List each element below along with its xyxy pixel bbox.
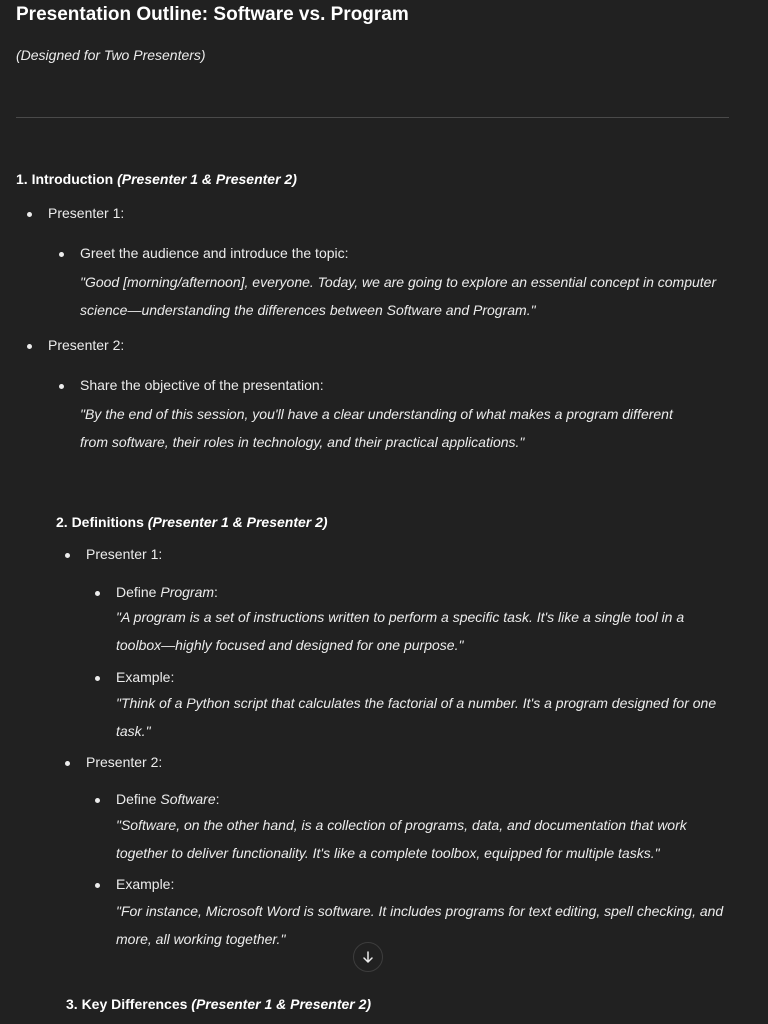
item-suffix: :	[214, 584, 218, 600]
section-heading-text: 3. Key Differences	[66, 996, 188, 1012]
list-item: Greet the audience and introduce the topic:	[80, 245, 349, 261]
item-prefix: Define	[116, 584, 161, 600]
section-heading-definitions	[56, 514, 328, 530]
quote-text: "Software, on the other hand, is a collection of programs, data, and documentation that work together to deliver functionality. It's like a complete toolbox, equipped for multiple tasks."	[116, 817, 687, 861]
presenter-label: Presenter 1:	[48, 205, 125, 221]
section-heading-text: 1. Introduction	[16, 171, 114, 187]
list-item	[116, 584, 218, 600]
item-suffix: :	[215, 791, 220, 807]
quote-text: "A program is a set of instructions written to perform a specific task. It's like a single tool in a toolbox—highly focused and designed for one purpose."	[116, 609, 685, 653]
list-item: Share the objective of the presentation:	[80, 377, 324, 393]
scroll-to-bottom-button[interactable]	[353, 942, 383, 972]
list-item: Example:	[116, 669, 175, 685]
quote-text: "By the end of this session, you'll have a clear understanding of what makes a program different from software, their roles in technology, and their practical applications."	[80, 406, 673, 450]
section-heading-presenters: (Presenter 1 & Presenter 2)	[117, 171, 297, 187]
item-emphasis: Software	[160, 791, 216, 807]
section-heading-key-differences	[66, 996, 371, 1012]
presenter-label: Presenter 2:	[86, 754, 163, 770]
divider	[16, 117, 729, 118]
arrow-down-icon	[361, 950, 375, 964]
item-emphasis: Program	[160, 584, 215, 600]
item-prefix: Define	[116, 791, 161, 807]
quote-text: "Think of a Python script that calculates the factorial of a number. It's a program designed for one task."	[116, 695, 717, 739]
quote-text: "For instance, Microsoft Word is software. It includes programs for text editing, spell checking, and more, all working together."	[116, 903, 724, 947]
list-item: Example:	[116, 876, 175, 892]
section-heading-text: 2. Definitions	[56, 514, 144, 530]
list-item	[116, 791, 220, 807]
quote-text: "Good [morning/afternoon], everyone. Today, we are going to explore an essential concept in computer science—understanding the differences between Software and Program."	[80, 274, 717, 318]
presenter-label: Presenter 1:	[86, 546, 163, 562]
section-heading-introduction	[16, 171, 297, 187]
page-subtitle: (Designed for Two Presenters)	[16, 47, 206, 63]
page-title: Presentation Outline: Software vs. Program	[16, 4, 409, 25]
section-heading-presenters: (Presenter 1 & Presenter 2)	[191, 996, 372, 1012]
section-heading-presenters: (Presenter 1 & Presenter 2)	[147, 514, 328, 530]
presenter-label: Presenter 2:	[48, 337, 125, 353]
